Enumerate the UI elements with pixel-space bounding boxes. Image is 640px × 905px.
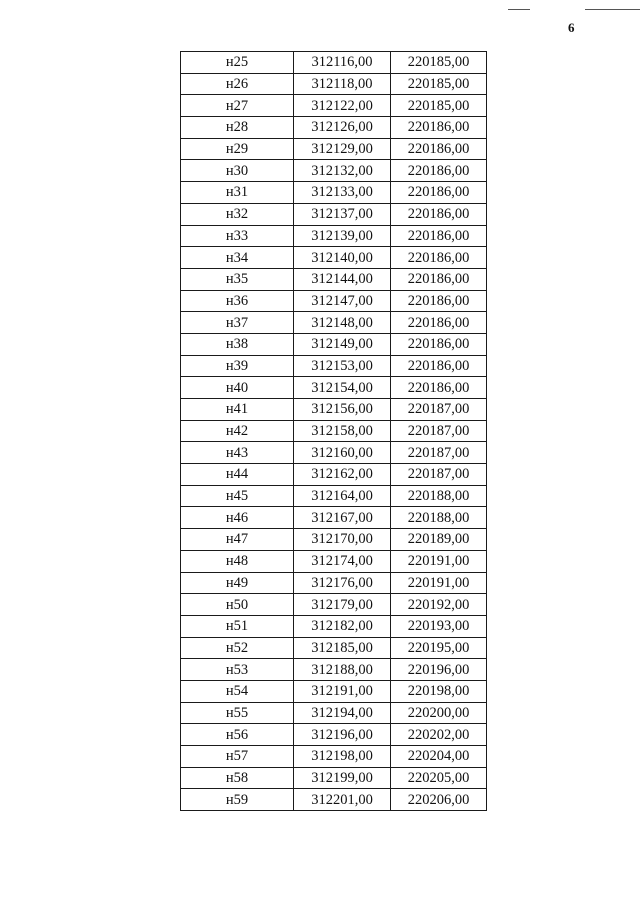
y-coordinate-cell: 220187,00 <box>391 442 487 464</box>
point-id-cell: н35 <box>181 268 294 290</box>
x-coordinate-cell: 312176,00 <box>294 572 391 594</box>
table-row <box>181 485 487 507</box>
x-coordinate-cell: 312116,00 <box>294 52 391 74</box>
x-coordinate-cell: 312144,00 <box>294 268 391 290</box>
x-coordinate-cell: 312160,00 <box>294 442 391 464</box>
x-coordinate-cell: 312182,00 <box>294 615 391 637</box>
x-coordinate-cell: 312156,00 <box>294 399 391 421</box>
point-id-cell: н58 <box>181 767 294 789</box>
scan-edge-line <box>508 9 530 10</box>
point-id-cell: н33 <box>181 225 294 247</box>
table-row <box>181 377 487 399</box>
coordinates-table <box>180 51 487 811</box>
point-id-cell: н48 <box>181 550 294 572</box>
table-row <box>181 182 487 204</box>
x-coordinate-cell: 312191,00 <box>294 680 391 702</box>
x-coordinate-cell: 312201,00 <box>294 789 391 811</box>
y-coordinate-cell: 220186,00 <box>391 333 487 355</box>
x-coordinate-cell: 312167,00 <box>294 507 391 529</box>
table-row <box>181 572 487 594</box>
y-coordinate-cell: 220186,00 <box>391 225 487 247</box>
y-coordinate-cell: 220196,00 <box>391 659 487 681</box>
table-row <box>181 767 487 789</box>
x-coordinate-cell: 312158,00 <box>294 420 391 442</box>
y-coordinate-cell: 220188,00 <box>391 507 487 529</box>
x-coordinate-cell: 312198,00 <box>294 746 391 768</box>
table-row <box>181 529 487 551</box>
y-coordinate-cell: 220186,00 <box>391 355 487 377</box>
point-id-cell: н43 <box>181 442 294 464</box>
point-id-cell: н38 <box>181 333 294 355</box>
x-coordinate-cell: 312133,00 <box>294 182 391 204</box>
table-row <box>181 312 487 334</box>
point-id-cell: н25 <box>181 52 294 74</box>
table-row <box>181 290 487 312</box>
point-id-cell: н42 <box>181 420 294 442</box>
table-row <box>181 550 487 572</box>
point-id-cell: н36 <box>181 290 294 312</box>
x-coordinate-cell: 312174,00 <box>294 550 391 572</box>
table-row <box>181 746 487 768</box>
point-id-cell: н28 <box>181 117 294 139</box>
point-id-cell: н30 <box>181 160 294 182</box>
y-coordinate-cell: 220192,00 <box>391 594 487 616</box>
point-id-cell: н44 <box>181 464 294 486</box>
point-id-cell: н37 <box>181 312 294 334</box>
point-id-cell: н45 <box>181 485 294 507</box>
x-coordinate-cell: 312196,00 <box>294 724 391 746</box>
point-id-cell: н34 <box>181 247 294 269</box>
y-coordinate-cell: 220204,00 <box>391 746 487 768</box>
point-id-cell: н29 <box>181 138 294 160</box>
table-row <box>181 615 487 637</box>
table-row <box>181 724 487 746</box>
y-coordinate-cell: 220186,00 <box>391 268 487 290</box>
table-row <box>181 52 487 74</box>
x-coordinate-cell: 312122,00 <box>294 95 391 117</box>
y-coordinate-cell: 220186,00 <box>391 377 487 399</box>
point-id-cell: н40 <box>181 377 294 399</box>
point-id-cell: н47 <box>181 529 294 551</box>
x-coordinate-cell: 312147,00 <box>294 290 391 312</box>
y-coordinate-cell: 220189,00 <box>391 529 487 551</box>
point-id-cell: н56 <box>181 724 294 746</box>
point-id-cell: н55 <box>181 702 294 724</box>
y-coordinate-cell: 220202,00 <box>391 724 487 746</box>
x-coordinate-cell: 312132,00 <box>294 160 391 182</box>
table-row <box>181 464 487 486</box>
table-row <box>181 203 487 225</box>
x-coordinate-cell: 312153,00 <box>294 355 391 377</box>
table-row <box>181 333 487 355</box>
y-coordinate-cell: 220191,00 <box>391 572 487 594</box>
table-row <box>181 507 487 529</box>
y-coordinate-cell: 220198,00 <box>391 680 487 702</box>
y-coordinate-cell: 220186,00 <box>391 117 487 139</box>
table-row <box>181 138 487 160</box>
x-coordinate-cell: 312179,00 <box>294 594 391 616</box>
point-id-cell: н46 <box>181 507 294 529</box>
table-row <box>181 637 487 659</box>
point-id-cell: н26 <box>181 73 294 95</box>
y-coordinate-cell: 220186,00 <box>391 138 487 160</box>
y-coordinate-cell: 220206,00 <box>391 789 487 811</box>
x-coordinate-cell: 312137,00 <box>294 203 391 225</box>
y-coordinate-cell: 220186,00 <box>391 312 487 334</box>
x-coordinate-cell: 312162,00 <box>294 464 391 486</box>
table-row <box>181 355 487 377</box>
x-coordinate-cell: 312185,00 <box>294 637 391 659</box>
x-coordinate-cell: 312149,00 <box>294 333 391 355</box>
y-coordinate-cell: 220185,00 <box>391 73 487 95</box>
point-id-cell: н49 <box>181 572 294 594</box>
x-coordinate-cell: 312170,00 <box>294 529 391 551</box>
y-coordinate-cell: 220185,00 <box>391 95 487 117</box>
point-id-cell: н39 <box>181 355 294 377</box>
point-id-cell: н41 <box>181 399 294 421</box>
y-coordinate-cell: 220186,00 <box>391 203 487 225</box>
y-coordinate-cell: 220195,00 <box>391 637 487 659</box>
x-coordinate-cell: 312194,00 <box>294 702 391 724</box>
y-coordinate-cell: 220188,00 <box>391 485 487 507</box>
table-row <box>181 73 487 95</box>
y-coordinate-cell: 220187,00 <box>391 399 487 421</box>
point-id-cell: н59 <box>181 789 294 811</box>
y-coordinate-cell: 220186,00 <box>391 160 487 182</box>
table-row <box>181 789 487 811</box>
x-coordinate-cell: 312129,00 <box>294 138 391 160</box>
table-row <box>181 95 487 117</box>
x-coordinate-cell: 312164,00 <box>294 485 391 507</box>
x-coordinate-cell: 312148,00 <box>294 312 391 334</box>
table-row <box>181 225 487 247</box>
y-coordinate-cell: 220186,00 <box>391 247 487 269</box>
table-row <box>181 702 487 724</box>
table-row <box>181 659 487 681</box>
x-coordinate-cell: 312139,00 <box>294 225 391 247</box>
point-id-cell: н57 <box>181 746 294 768</box>
table-row <box>181 247 487 269</box>
table-row <box>181 268 487 290</box>
table-row <box>181 117 487 139</box>
x-coordinate-cell: 312188,00 <box>294 659 391 681</box>
point-id-cell: н54 <box>181 680 294 702</box>
y-coordinate-cell: 220186,00 <box>391 290 487 312</box>
x-coordinate-cell: 312140,00 <box>294 247 391 269</box>
y-coordinate-cell: 220187,00 <box>391 420 487 442</box>
point-id-cell: н50 <box>181 594 294 616</box>
y-coordinate-cell: 220193,00 <box>391 615 487 637</box>
point-id-cell: н52 <box>181 637 294 659</box>
coordinates-table-body <box>181 52 487 811</box>
y-coordinate-cell: 220185,00 <box>391 52 487 74</box>
table-row <box>181 399 487 421</box>
y-coordinate-cell: 220205,00 <box>391 767 487 789</box>
x-coordinate-cell: 312118,00 <box>294 73 391 95</box>
y-coordinate-cell: 220187,00 <box>391 464 487 486</box>
table-row <box>181 442 487 464</box>
y-coordinate-cell: 220191,00 <box>391 550 487 572</box>
x-coordinate-cell: 312154,00 <box>294 377 391 399</box>
point-id-cell: н32 <box>181 203 294 225</box>
table-row <box>181 680 487 702</box>
table-row <box>181 420 487 442</box>
table-row <box>181 594 487 616</box>
scan-edge-line <box>585 9 640 10</box>
y-coordinate-cell: 220200,00 <box>391 702 487 724</box>
x-coordinate-cell: 312199,00 <box>294 767 391 789</box>
page-number: 6 <box>568 20 575 35</box>
x-coordinate-cell: 312126,00 <box>294 117 391 139</box>
point-id-cell: н53 <box>181 659 294 681</box>
table-row <box>181 160 487 182</box>
point-id-cell: н31 <box>181 182 294 204</box>
point-id-cell: н51 <box>181 615 294 637</box>
point-id-cell: н27 <box>181 95 294 117</box>
y-coordinate-cell: 220186,00 <box>391 182 487 204</box>
